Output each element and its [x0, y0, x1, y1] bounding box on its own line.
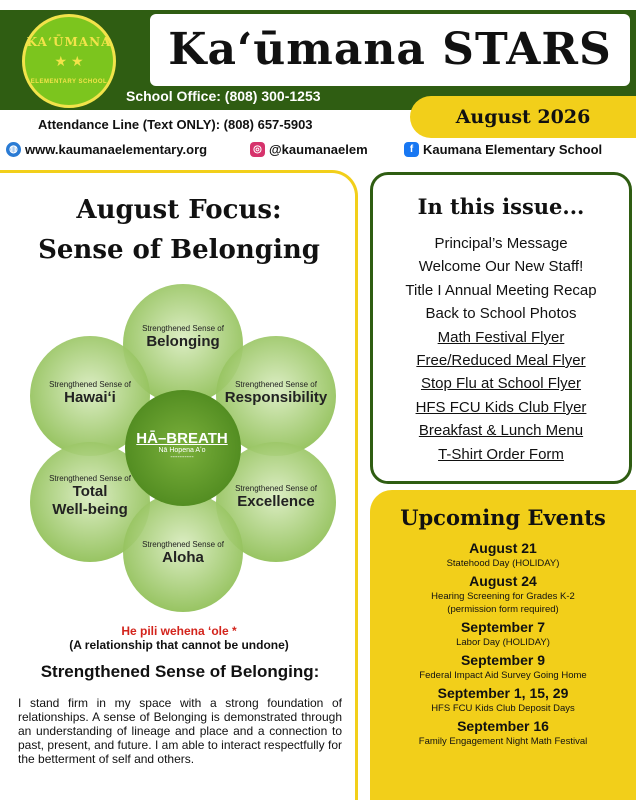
globe-icon: ◍ [6, 142, 21, 157]
event-date: September 9 [460, 652, 546, 668]
petal-label-total-wellbeing: Strengthened Sense of Total Well-being [49, 474, 131, 518]
school-office-phone: School Office: (808) 300-1253 [126, 88, 321, 104]
issue-list [370, 232, 632, 466]
in-this-issue-heading: In this issue... [417, 194, 585, 219]
event-item [370, 718, 636, 748]
event-date: September 7 [460, 619, 546, 635]
issue-link-menu[interactable]: Breakfast & Lunch Menu [418, 422, 584, 440]
issue-date: August 2026 [410, 96, 636, 138]
issue-link-tshirt-form[interactable]: T-Shirt Order Form [438, 445, 564, 463]
logo-bottom-text: ELEMENTARY SCHOOL [30, 79, 108, 85]
petal-label-responsibility: Strengthened Sense of Responsibility [224, 380, 328, 406]
issue-item-principal-message: Principal’s Message [434, 235, 568, 252]
website-text: www.kaumanaelementary.org [25, 142, 208, 157]
motto-translation: (A relationship that cannot be undone) [69, 638, 289, 652]
event-text: Hearing Screening for Grades K-2 [431, 591, 575, 602]
center-subtitle: Nā Hopena Aʻo [158, 447, 206, 454]
event-text: Labor Day (HOLIDAY) [456, 637, 550, 648]
issue-link-stop-flu[interactable]: Stop Flu at School Flyer [420, 375, 582, 393]
event-date: August 24 [469, 573, 537, 589]
newsletter-title: Kaʻūmana STARS [150, 14, 630, 86]
event-date: September 1, 15, 29 [437, 685, 569, 701]
focus-title-line2: Sense of Belonging [38, 235, 320, 265]
event-item [370, 619, 636, 649]
event-date: September 16 [457, 718, 549, 734]
focus-title-line1: August Focus: [76, 195, 282, 225]
event-item [370, 685, 636, 715]
upcoming-events-heading: Upcoming Events [400, 505, 606, 530]
facebook-icon: f [404, 142, 419, 157]
event-item [370, 573, 636, 616]
issue-item-new-staff: Welcome Our New Staff! [418, 258, 584, 276]
hawaiian-motto: He pili wehena ʻole * [121, 624, 237, 638]
event-date: August 21 [469, 540, 537, 556]
attendance-line: Attendance Line (Text ONLY): (808) 657-5903 [38, 117, 313, 132]
issue-item-title-i-recap: Title I Annual Meeting Recap [405, 281, 597, 299]
petal-label-aloha: Strengthened Sense of Aloha [142, 540, 224, 566]
event-text-note: (permission form required) [447, 604, 559, 615]
petal-label-belonging: Strengthened Sense of Belonging [142, 324, 224, 350]
center-dashes: ---------- [170, 454, 194, 461]
event-text: Family Engagement Night Math Festival [418, 736, 588, 747]
event-text: Statehood Day (HOLIDAY) [446, 558, 560, 569]
instagram-icon: ◎ [250, 142, 265, 157]
belonging-paragraph: I stand firm in my space with a strong foundation of relationships. A sense of Belonging is demonstrated through an understanding of lineage and place and a connection to past, present, and future. I am able to interact respectfully for the betterment of self and others. [18, 696, 342, 766]
logo-top-text: KAʻŪMANA [26, 35, 112, 49]
issue-link-meal-flyer[interactable]: Free/Reduced Meal Flyer [416, 352, 586, 370]
events-list [370, 540, 636, 751]
center-title: HĀ–BREATH [136, 430, 228, 447]
facebook-page: Kaumana Elementary School [423, 142, 603, 157]
event-text: HFS FCU Kids Club Deposit Days [431, 703, 575, 714]
issue-link-kids-club[interactable]: HFS FCU Kids Club Flyer [415, 398, 587, 416]
center-label [122, 430, 242, 461]
petal-label-excellence: Strengthened Sense of Excellence [235, 484, 317, 510]
star-icon: ★ ★ [54, 53, 84, 69]
belonging-heading: Strengthened Sense of Belonging: [40, 662, 320, 681]
issue-item-school-photos: Back to School Photos [425, 305, 577, 323]
event-item [370, 652, 636, 682]
issue-link-math-festival[interactable]: Math Festival Flyer [437, 328, 565, 346]
event-text: Federal Impact Aid Survey Going Home [419, 670, 587, 681]
instagram-handle: @kaumanaelem [269, 142, 368, 157]
petal-label-hawaii: Strengthened Sense of Hawaiʻi [49, 380, 131, 406]
event-item [370, 540, 636, 570]
